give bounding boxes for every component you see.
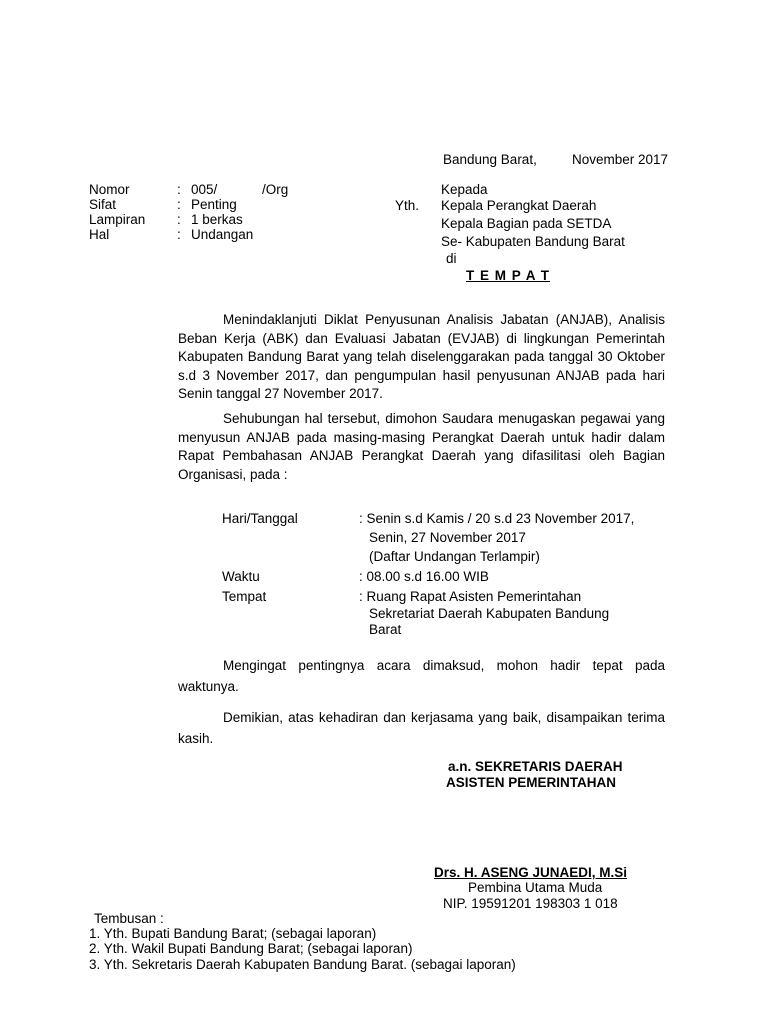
schedule-tempat-line-2: Sekretariat Daerah Kabupaten Bandung [369,606,610,621]
schedule-tempat-line-3: Barat [369,622,402,637]
meta-label-lampiran: Lampiran [89,212,146,227]
meta-value-hal: Undangan [191,227,254,242]
meta-label-nomor: Nomor [89,182,130,197]
body-paragraph-3 [178,655,665,697]
schedule-tempat-line-1: : Ruang Rapat Asisten Pemerintahan [359,589,582,604]
meta-colon: : [177,182,181,197]
body-paragraph-2 [178,410,665,484]
recipient-tempat: T E M P A T [466,268,551,283]
recipient-di: di [446,251,457,266]
schedule-hari-line-2: Senin, 27 November 2017 [369,530,526,545]
recipient-yth: Yth. [395,198,420,213]
meta-value-lampiran: 1 berkas [191,212,243,227]
cc-item-3: 3. Yth. Sekretaris Daerah Kabupaten Bandung Barat. (sebagai laporan) [89,957,516,972]
body-paragraph-4 [178,707,665,749]
signature-an: a.n. SEKRETARIS DAERAH [448,759,623,774]
schedule-hari-label: Hari/Tanggal [222,511,298,526]
meta-colon: : [177,197,181,212]
schedule-waktu-value: : 08.00 s.d 16.00 WIB [359,569,489,584]
recipient-line-3: Se- Kabupaten Bandung Barat [441,234,625,249]
signature-nip: NIP. 19591201 198303 1 018 [443,896,618,911]
cc-heading: Tembusan : [94,911,164,926]
recipient-kepada: Kepada [441,182,488,197]
schedule-tempat-label: Tempat [222,589,267,604]
recipient-line-2: Kepala Bagian pada SETDA [441,216,612,231]
signature-rank: Pembina Utama Muda [468,880,603,895]
body-paragraph-4-text: Demikian, atas kehadiran dan kerjasama yang baik, disampaikan terima kasih. [178,710,665,746]
meta-value-nomor: 005/ [191,182,218,197]
signature-name: Drs. H. ASENG JUNAEDI, M.Si [434,865,628,880]
schedule-hari-line-3: (Daftar Undangan Terlampir) [369,549,540,564]
recipient-line-1: Kepala Perangkat Daerah [441,198,597,213]
body-paragraph-1 [178,311,665,404]
body-paragraph-3-text: Mengingat pentingnya acara dimaksud, mohon hadir tepat pada waktunya. [178,658,665,694]
signature-title: ASISTEN PEMERINTAHAN [446,775,617,790]
body-paragraph-2-text: Sehubungan hal tersebut, dimohon Saudara menugaskan pegawai yang menyusun ANJAB pada masing-masing Perangkat Daerah untuk hadir dalam Rapat Pembahasan ANJAB Perangkat Daerah yang difasilitasi oleh Bagian Organisasi, pada : [178,411,665,482]
meta-colon: : [177,212,181,227]
meta-value-sifat: Penting [191,197,237,212]
body-paragraph-1-text: Menindaklanjuti Diklat Penyusunan Analisis Jabatan (ANJAB), Analisis Beban Kerja (ABK) dan Evaluasi Jabatan (EVJAB) di lingkungan Pemerintah Kabupaten Bandung Barat yang telah diselenggarakan pada tanggal 30 Oktober s.d 3 November 2017, dan pengumpulan hasil penyusunan ANJAB pada hari Senin tanggal 27 November 2017. [178,312,665,401]
meta-label-hal: Hal [89,227,110,242]
schedule-hari-line-1: : Senin s.d Kamis / 20 s.d 23 November 2017, [359,511,635,526]
schedule-waktu-label: Waktu [222,569,260,584]
cc-item-1: 1. Yth. Bupati Bandung Barat; (sebagai laporan) [89,926,377,941]
letter-date: November 2017 [572,152,669,167]
letter-place: Bandung Barat, [443,152,537,167]
cc-item-2: 2. Yth. Wakil Bupati Bandung Barat; (sebagai laporan) [89,941,413,956]
meta-colon: : [177,227,181,242]
meta-value-nomor-suffix: /Org [262,182,289,197]
meta-label-sifat: Sifat [89,197,117,212]
